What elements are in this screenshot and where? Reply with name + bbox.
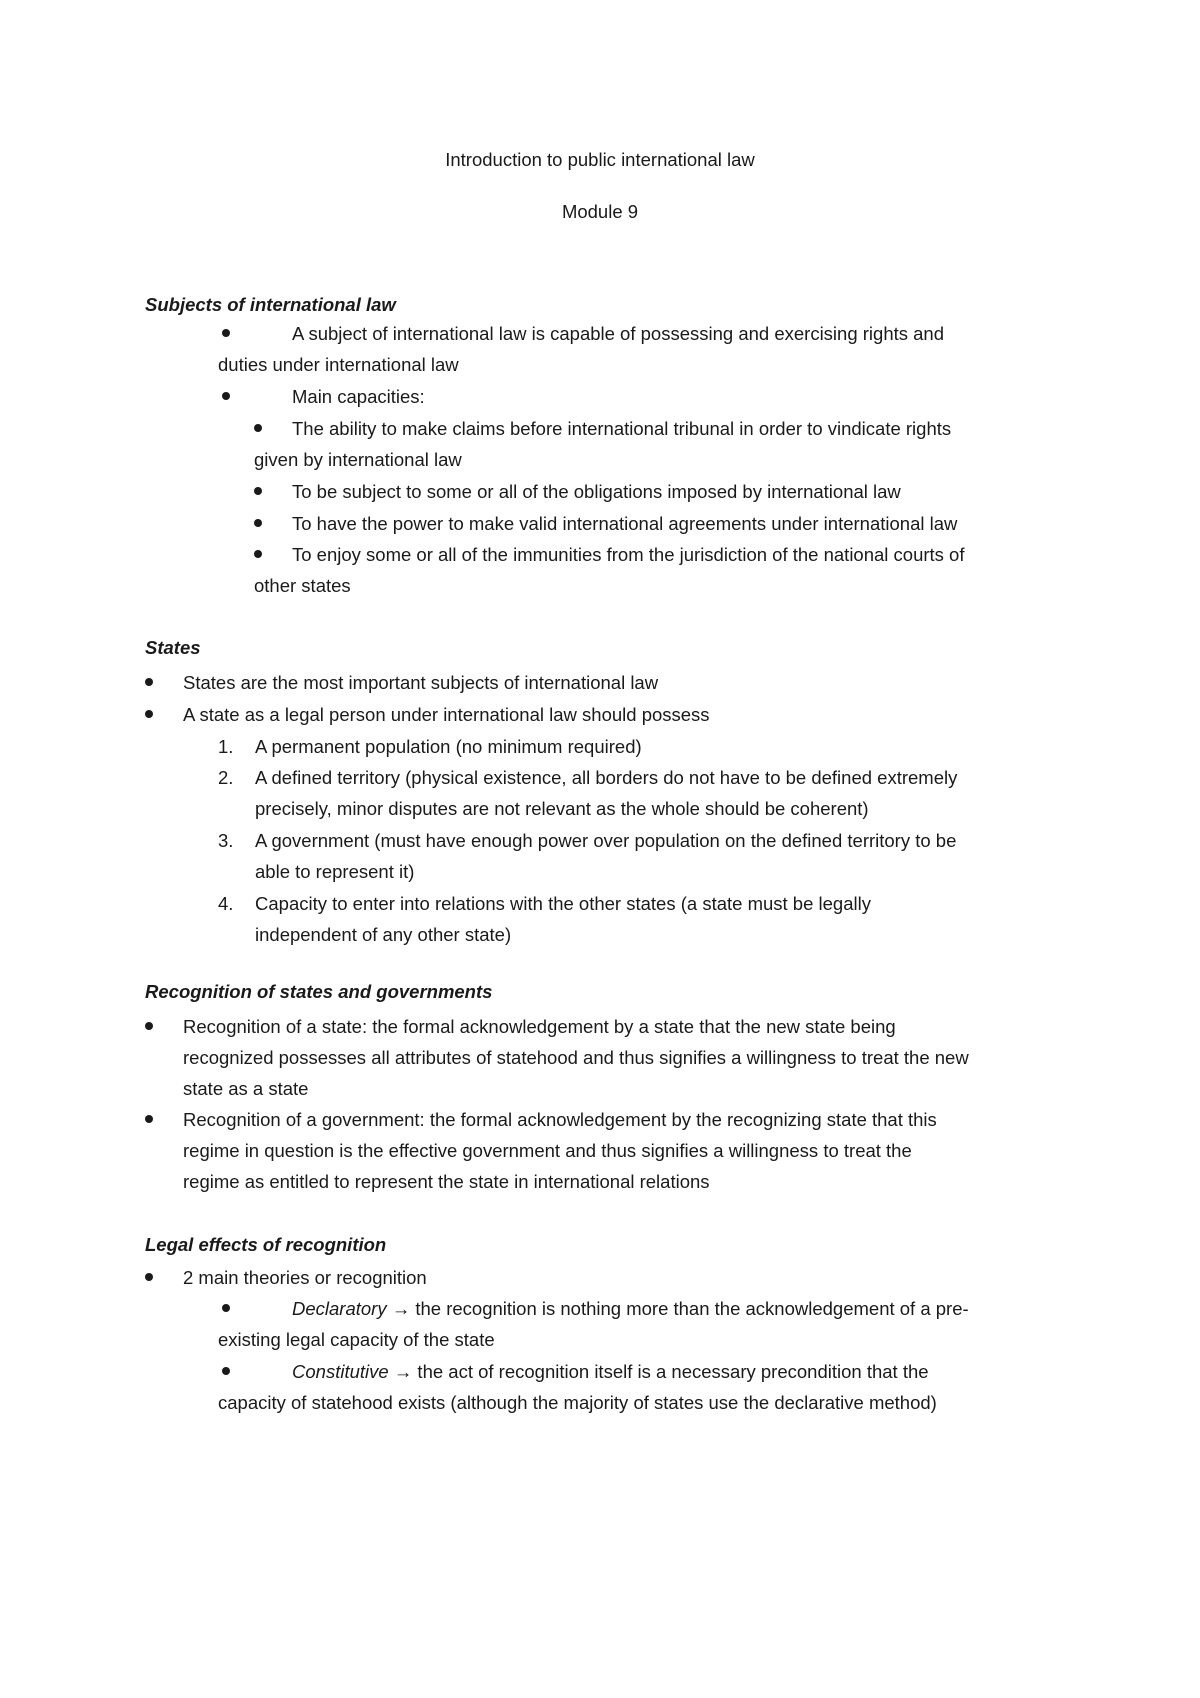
bullet-icon xyxy=(222,392,230,400)
list-item-text: A subject of international law is capable of possessing and exercising rights and xyxy=(292,323,944,344)
term-constitutive: Constitutive xyxy=(292,1361,389,1382)
list-item-text: A state as a legal person under international law should possess xyxy=(183,704,710,725)
bullet-icon xyxy=(222,1304,230,1312)
list-item-text: A permanent population (no minimum required) xyxy=(255,736,642,757)
bullet-icon xyxy=(145,678,153,686)
term-declaratory: Declaratory xyxy=(292,1298,387,1319)
section-heading-legal-effects: Legal effects of recognition xyxy=(145,1234,387,1255)
list-item-text: precisely, minor disputes are not relevant as the whole should be coherent) xyxy=(255,798,869,819)
bullet-icon xyxy=(145,1115,153,1123)
list-item-text: recognized possesses all attributes of statehood and thus signifies a willingness to treat the new xyxy=(183,1047,969,1068)
list-number: 4. xyxy=(218,893,234,914)
list-item-text: independent of any other state) xyxy=(255,924,512,945)
section-heading-states: States xyxy=(145,637,201,658)
arrow-right-icon: → xyxy=(393,1361,413,1382)
bullet-icon xyxy=(222,1367,230,1375)
list-item-text: Recognition of a state: the formal acknowledgement by a state that the new state being xyxy=(183,1016,896,1037)
list-item-text: capacity of statehood exists (although the majority of states use the declarative method) xyxy=(218,1392,937,1413)
list-item-text xyxy=(292,1297,969,1321)
list-item-text: other states xyxy=(254,575,351,596)
list-item-text: A defined territory (physical existence, all borders do not have to be defined extremely xyxy=(255,767,958,788)
section-heading-recognition: Recognition of states and governments xyxy=(145,981,493,1002)
arrow-right-icon: → xyxy=(391,1298,411,1319)
list-item-text: regime in question is the effective government and thus signifies a willingness to treat the xyxy=(183,1140,912,1161)
list-item-text: regime as entitled to represent the state in international relations xyxy=(183,1171,710,1192)
module-label: Module 9 xyxy=(561,201,639,222)
list-item-text: duties under international law xyxy=(218,354,459,375)
list-item-text: state as a state xyxy=(183,1078,309,1099)
bullet-icon xyxy=(145,1022,153,1030)
list-number: 3. xyxy=(218,830,234,851)
document-title: Introduction to public international law xyxy=(445,149,755,170)
list-item-text xyxy=(292,1360,929,1384)
list-number: 1. xyxy=(218,736,234,757)
bullet-icon xyxy=(222,329,230,337)
list-item-text: Main capacities: xyxy=(292,386,425,407)
list-item-text: States are the most important subjects of international law xyxy=(183,672,659,693)
list-item-text: A government (must have enough power over population on the defined territory to be xyxy=(255,830,957,851)
list-item-text: existing legal capacity of the state xyxy=(218,1329,495,1350)
list-item-text: To be subject to some or all of the obligations imposed by international law xyxy=(292,481,901,502)
list-item-text: Capacity to enter into relations with the other states (a state must be legally xyxy=(255,893,871,914)
list-item-text: The ability to make claims before international tribunal in order to vindicate rights xyxy=(292,418,952,439)
bullet-icon xyxy=(254,519,262,527)
definition-text: the act of recognition itself is a necessary precondition that the xyxy=(412,1361,929,1382)
list-item-text: To enjoy some or all of the immunities from the jurisdiction of the national courts of xyxy=(292,544,965,565)
list-item-text: To have the power to make valid international agreements under international law xyxy=(292,513,958,534)
bullet-icon xyxy=(254,550,262,558)
bullet-icon xyxy=(145,1273,153,1281)
definition-text: the recognition is nothing more than the acknowledgement of a pre- xyxy=(410,1298,969,1319)
list-number: 2. xyxy=(218,767,234,788)
list-item-text: Recognition of a government: the formal acknowledgement by the recognizing state that this xyxy=(183,1109,937,1130)
bullet-icon xyxy=(145,710,153,718)
bullet-icon xyxy=(254,424,262,432)
bullet-icon xyxy=(254,487,262,495)
list-item-text: 2 main theories or recognition xyxy=(183,1267,427,1288)
list-item-text: able to represent it) xyxy=(255,861,415,882)
section-heading-subjects: Subjects of international law xyxy=(145,294,396,315)
list-item-text: given by international law xyxy=(254,449,462,470)
